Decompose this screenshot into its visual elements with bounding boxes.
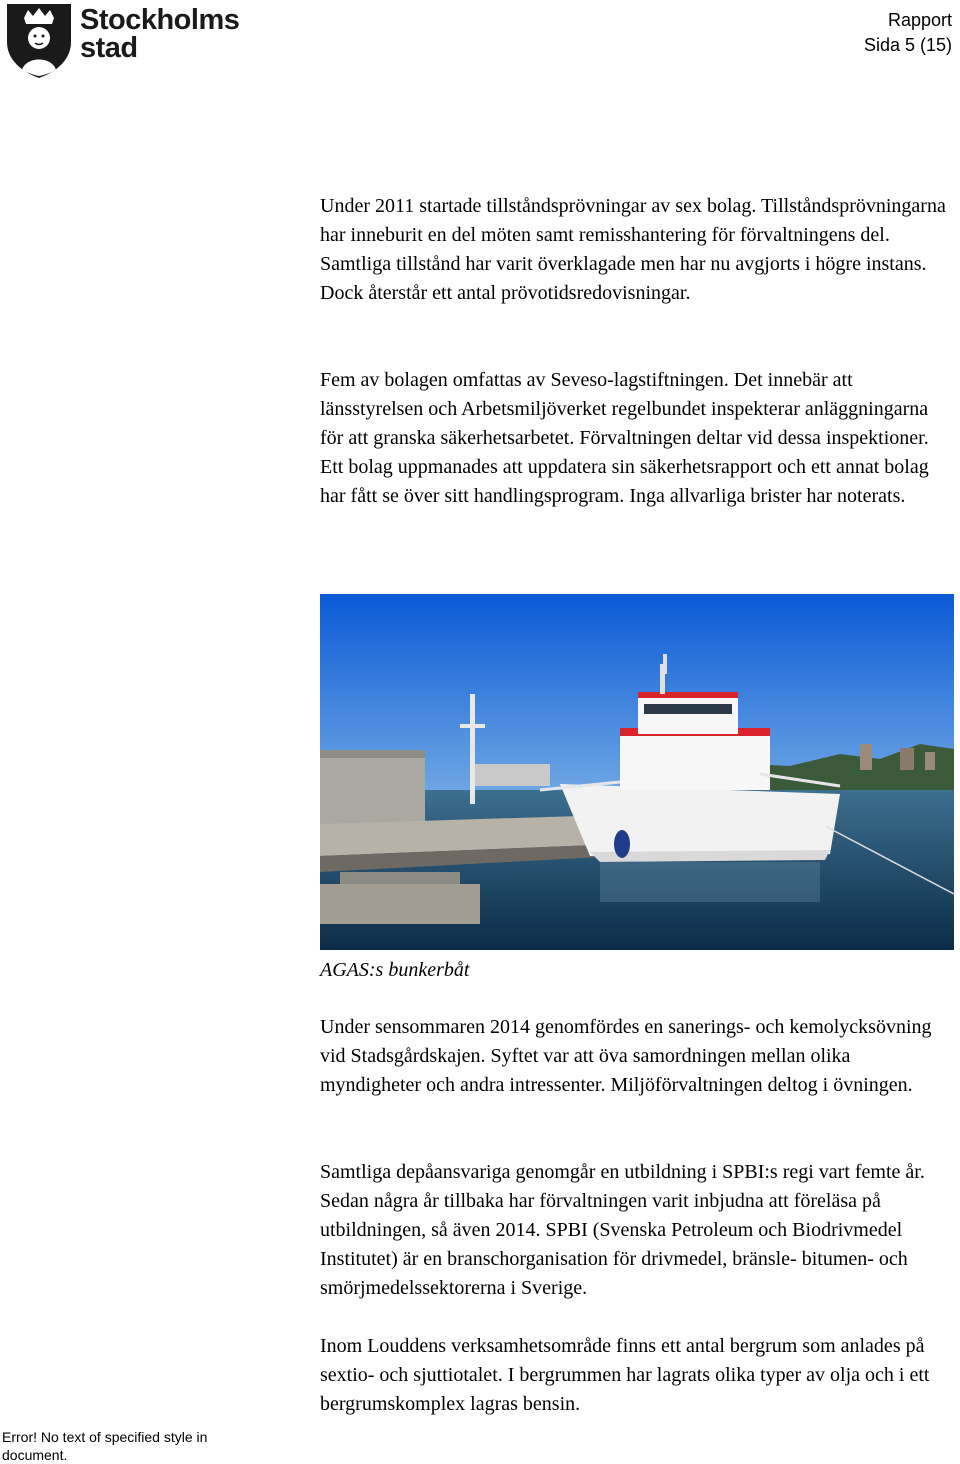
logo-wordmark [80, 6, 239, 62]
paragraph-spbi-training: Samtliga depåansvariga genomgår en utbildning i SPBI:s regi vart femte år. Sedan några år tillbaka har förvaltningen varit inbjudna att föreläsa på utbildningen, så även 2014. SPBI (Svenska Petroleum och Biodrivmedel Institutet) är en branschorganisation för drivmedel, bränsle- bitumen- och smörjmedelssektorerna i Sverige. [320, 1161, 925, 1299]
city-crest-icon [4, 2, 74, 80]
figure-caption: AGAS:s bunkerbåt [320, 959, 470, 981]
document-type: Rapport [887, 10, 952, 30]
paragraph-seveso: Fem av bolagen omfattas av Seveso-lagstiftningen. Det innebär att länsstyrelsen och Arbetsmiljöverket regelbundet inspekterar anläggningarna för att granska säkerhetsarbetet. Förvaltningen deltar vid dessa inspektioner. Ett bolag uppmanades att uppdatera sin säkerhetsrapport och ett annat bolag har fått se över sitt handlingsprogram. Inga allvarliga brister har noterats. [320, 369, 929, 507]
page-number: Sida 5 (15) [863, 35, 952, 55]
paragraph-permits: Under 2011 startade tillståndsprövningar av sex bolag. Tillståndsprövningarna har inneburit en del möten samt remisshantering för förvaltningens del. Samtliga tillstånd har varit överklagade men har nu avgjorts i högre instans. Dock återstår ett antal prövotidsredovisningar. [320, 195, 946, 304]
page-footer: Error! No text of specified style in document. [2, 1429, 208, 1463]
paragraph-rock-caverns: Inom Louddens verksamhetsområde finns ett antal bergrum som anlades på sextio- och sjuttiotalet. I bergrummen har lagrats olika typer av olja och i ett bergrumskomplex lagras bensin. [320, 1335, 930, 1415]
bunker-boat-image [320, 594, 954, 950]
page-header-meta [864, 8, 952, 58]
stockholms-stad-logo [4, 2, 240, 80]
logo-line-1: Stockholms [80, 4, 240, 36]
bunker-boat-photo [320, 594, 954, 950]
paragraph-exercise: Under sensommaren 2014 genomfördes en sanerings- och kemolycksövning vid Stadsgårdskajen. Syftet var att öva samordningen mellan olika myndigheter och andra intressenter. Miljöförvaltningen deltog i övningen. [320, 1016, 932, 1096]
logo-line-2: stad [80, 32, 138, 64]
